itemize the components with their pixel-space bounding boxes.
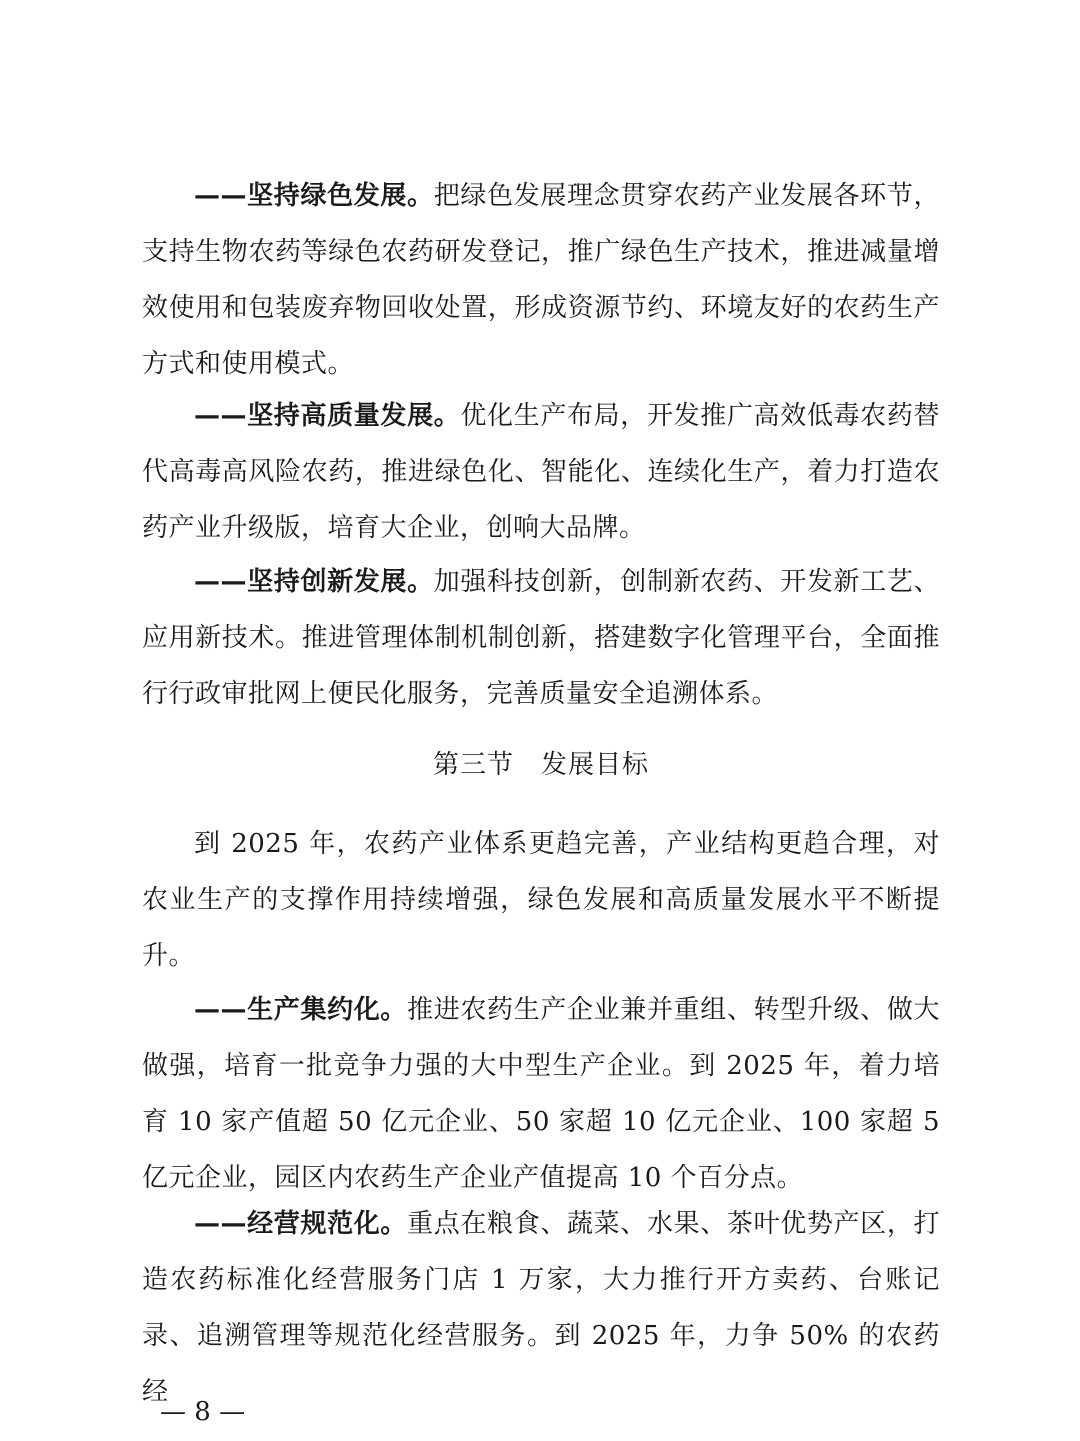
paragraph-lead: ——坚持创新发展。 [194, 567, 434, 597]
paragraph-lead: ——坚持高质量发展。 [194, 401, 461, 431]
paragraph-text: 重点在粮食、蔬菜、水果、茶叶优势产区，打造农药标准化经营服务门店 1 万家，大力推行开方卖药、台账记录、追溯管理等规范化经营服务。到 2025 年，力争 50% 的农药经 [142, 1209, 940, 1407]
paragraph-production-intensive [142, 982, 940, 1206]
paragraph-goal-overview [142, 816, 940, 984]
paragraph-text: 到 2025 年，农药产业体系更趋完善，产业结构更趋合理，对农业生产的支撑作用持续增强，绿色发展和高质量发展水平不断提升。 [142, 829, 940, 971]
paragraph-innovation-development [142, 554, 940, 722]
paragraph-text: 加强科技创新，创制新农药、开发新工艺、应用新技术。推进管理体制机制创新，搭建数字化管理平台，全面推行行政审批网上便民化服务，完善质量安全追溯体系。 [142, 567, 940, 709]
paragraph-business-standardized [142, 1196, 940, 1420]
paragraph-text: 推进农药生产企业兼并重组、转型升级、做大做强，培育一批竞争力强的大中型生产企业。到 2025 年，着力培育 10 家产值超 50 亿元企业、50 家超 10 亿元企业、100 家超 5 亿元企业，园区内农药生产企业产值提高 10 个百分点。 [142, 995, 940, 1193]
paragraph-high-quality-development [142, 388, 940, 556]
paragraph-lead: ——坚持绿色发展。 [194, 181, 434, 211]
paragraph-lead: ——生产集约化。 [194, 995, 408, 1025]
paragraph-text: 优化生产布局，开发推广高效低毒农药替代高毒高风险农药，推进绿色化、智能化、连续化生产，着力打造农药产业升级版，培育大企业，创响大品牌。 [142, 401, 940, 543]
section-heading: 第三节 发展目标 [432, 750, 649, 780]
page-number: — 8 — [160, 1397, 246, 1427]
paragraph-text: 把绿色发展理念贯穿农药产业发展各环节，支持生物农药等绿色农药研发登记，推广绿色生产技术，推进减量增效使用和包装废弃物回收处置，形成资源节约、环境友好的农药生产方式和使用模式。 [142, 181, 940, 379]
paragraph-lead: ——经营规范化。 [194, 1209, 408, 1239]
paragraph-green-development [142, 168, 940, 392]
